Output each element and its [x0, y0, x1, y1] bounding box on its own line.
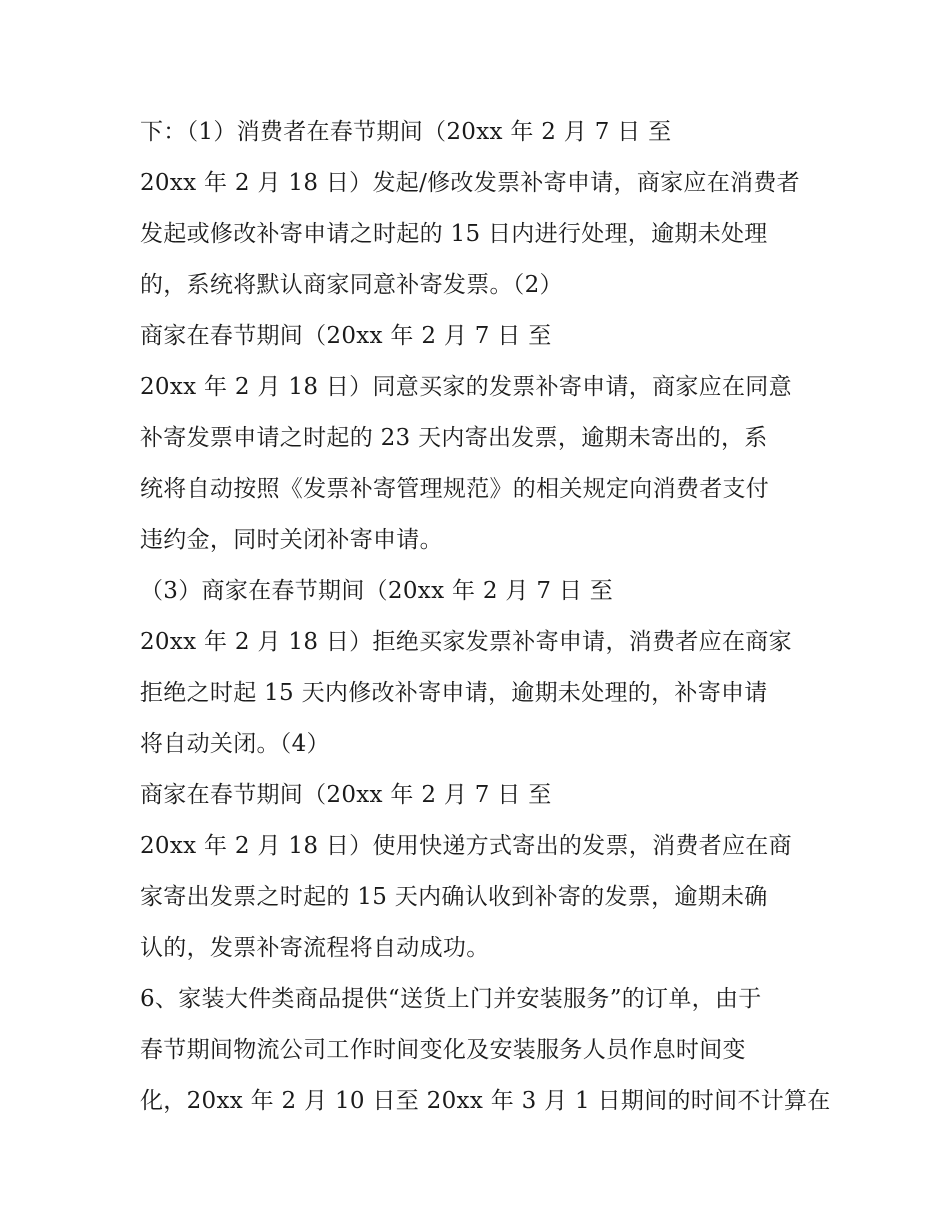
text-line-15: 20xx 年 2 月 18 日）使用快递方式寄出的发票，消费者应在商: [140, 833, 792, 859]
text-line-1: 下：（1）消费者在春节期间（20xx 年 2 月 7 日 至: [140, 119, 672, 145]
text-line-8: 统将自动按照《发票补寄管理规范》的相关规定向消费者支付: [140, 476, 770, 502]
text-line-2: 20xx 年 2 月 18 日）发起/修改发票补寄申请，商家应在消费者: [140, 170, 800, 196]
text-line-9: 违约金，同时关闭补寄申请。: [140, 527, 443, 553]
text-line-16: 家寄出发票之时起的 15 天内确认收到补寄的发票，逾期未确: [140, 884, 768, 910]
text-line-11: 20xx 年 2 月 18 日）拒绝买家发票补寄申请，消费者应在商家: [140, 629, 792, 655]
text-line-5: 商家在春节期间（20xx 年 2 月 7 日 至: [140, 323, 552, 349]
text-line-6: 20xx 年 2 月 18 日）同意买家的发票补寄申请，商家应在同意: [140, 374, 792, 400]
text-line-3: 发起或修改补寄申请之时起的 15 日内进行处理，逾期未处理: [140, 221, 768, 247]
text-line-4: 的，系统将默认商家同意补寄发票。（2）: [140, 272, 563, 298]
text-line-12: 拒绝之时起 15 天内修改补寄申请，逾期未处理的，补寄申请: [140, 680, 768, 706]
text-line-14: 商家在春节期间（20xx 年 2 月 7 日 至: [140, 782, 552, 808]
text-line-17: 认的，发票补寄流程将自动成功。: [140, 935, 490, 961]
text-line-13: 将自动关闭。（4）: [140, 731, 330, 757]
text-line-7: 补寄发票申请之时起的 23 天内寄出发票，逾期未寄出的，系: [140, 425, 768, 451]
document-body: [140, 107, 831, 1127]
text-line-19: 春节期间物流公司工作时间变化及安装服务人员作息时间变: [140, 1037, 746, 1063]
text-line-20: 化，20xx 年 2 月 10 日至 20xx 年 3 月 1 日期间的时间不计算在: [140, 1088, 831, 1114]
text-line-10: （3）商家在春节期间（20xx 年 2 月 7 日 至: [140, 578, 614, 604]
text-line-18: 6、家装大件类商品提供“送货上门并安装服务”的订单，由于: [140, 986, 762, 1012]
